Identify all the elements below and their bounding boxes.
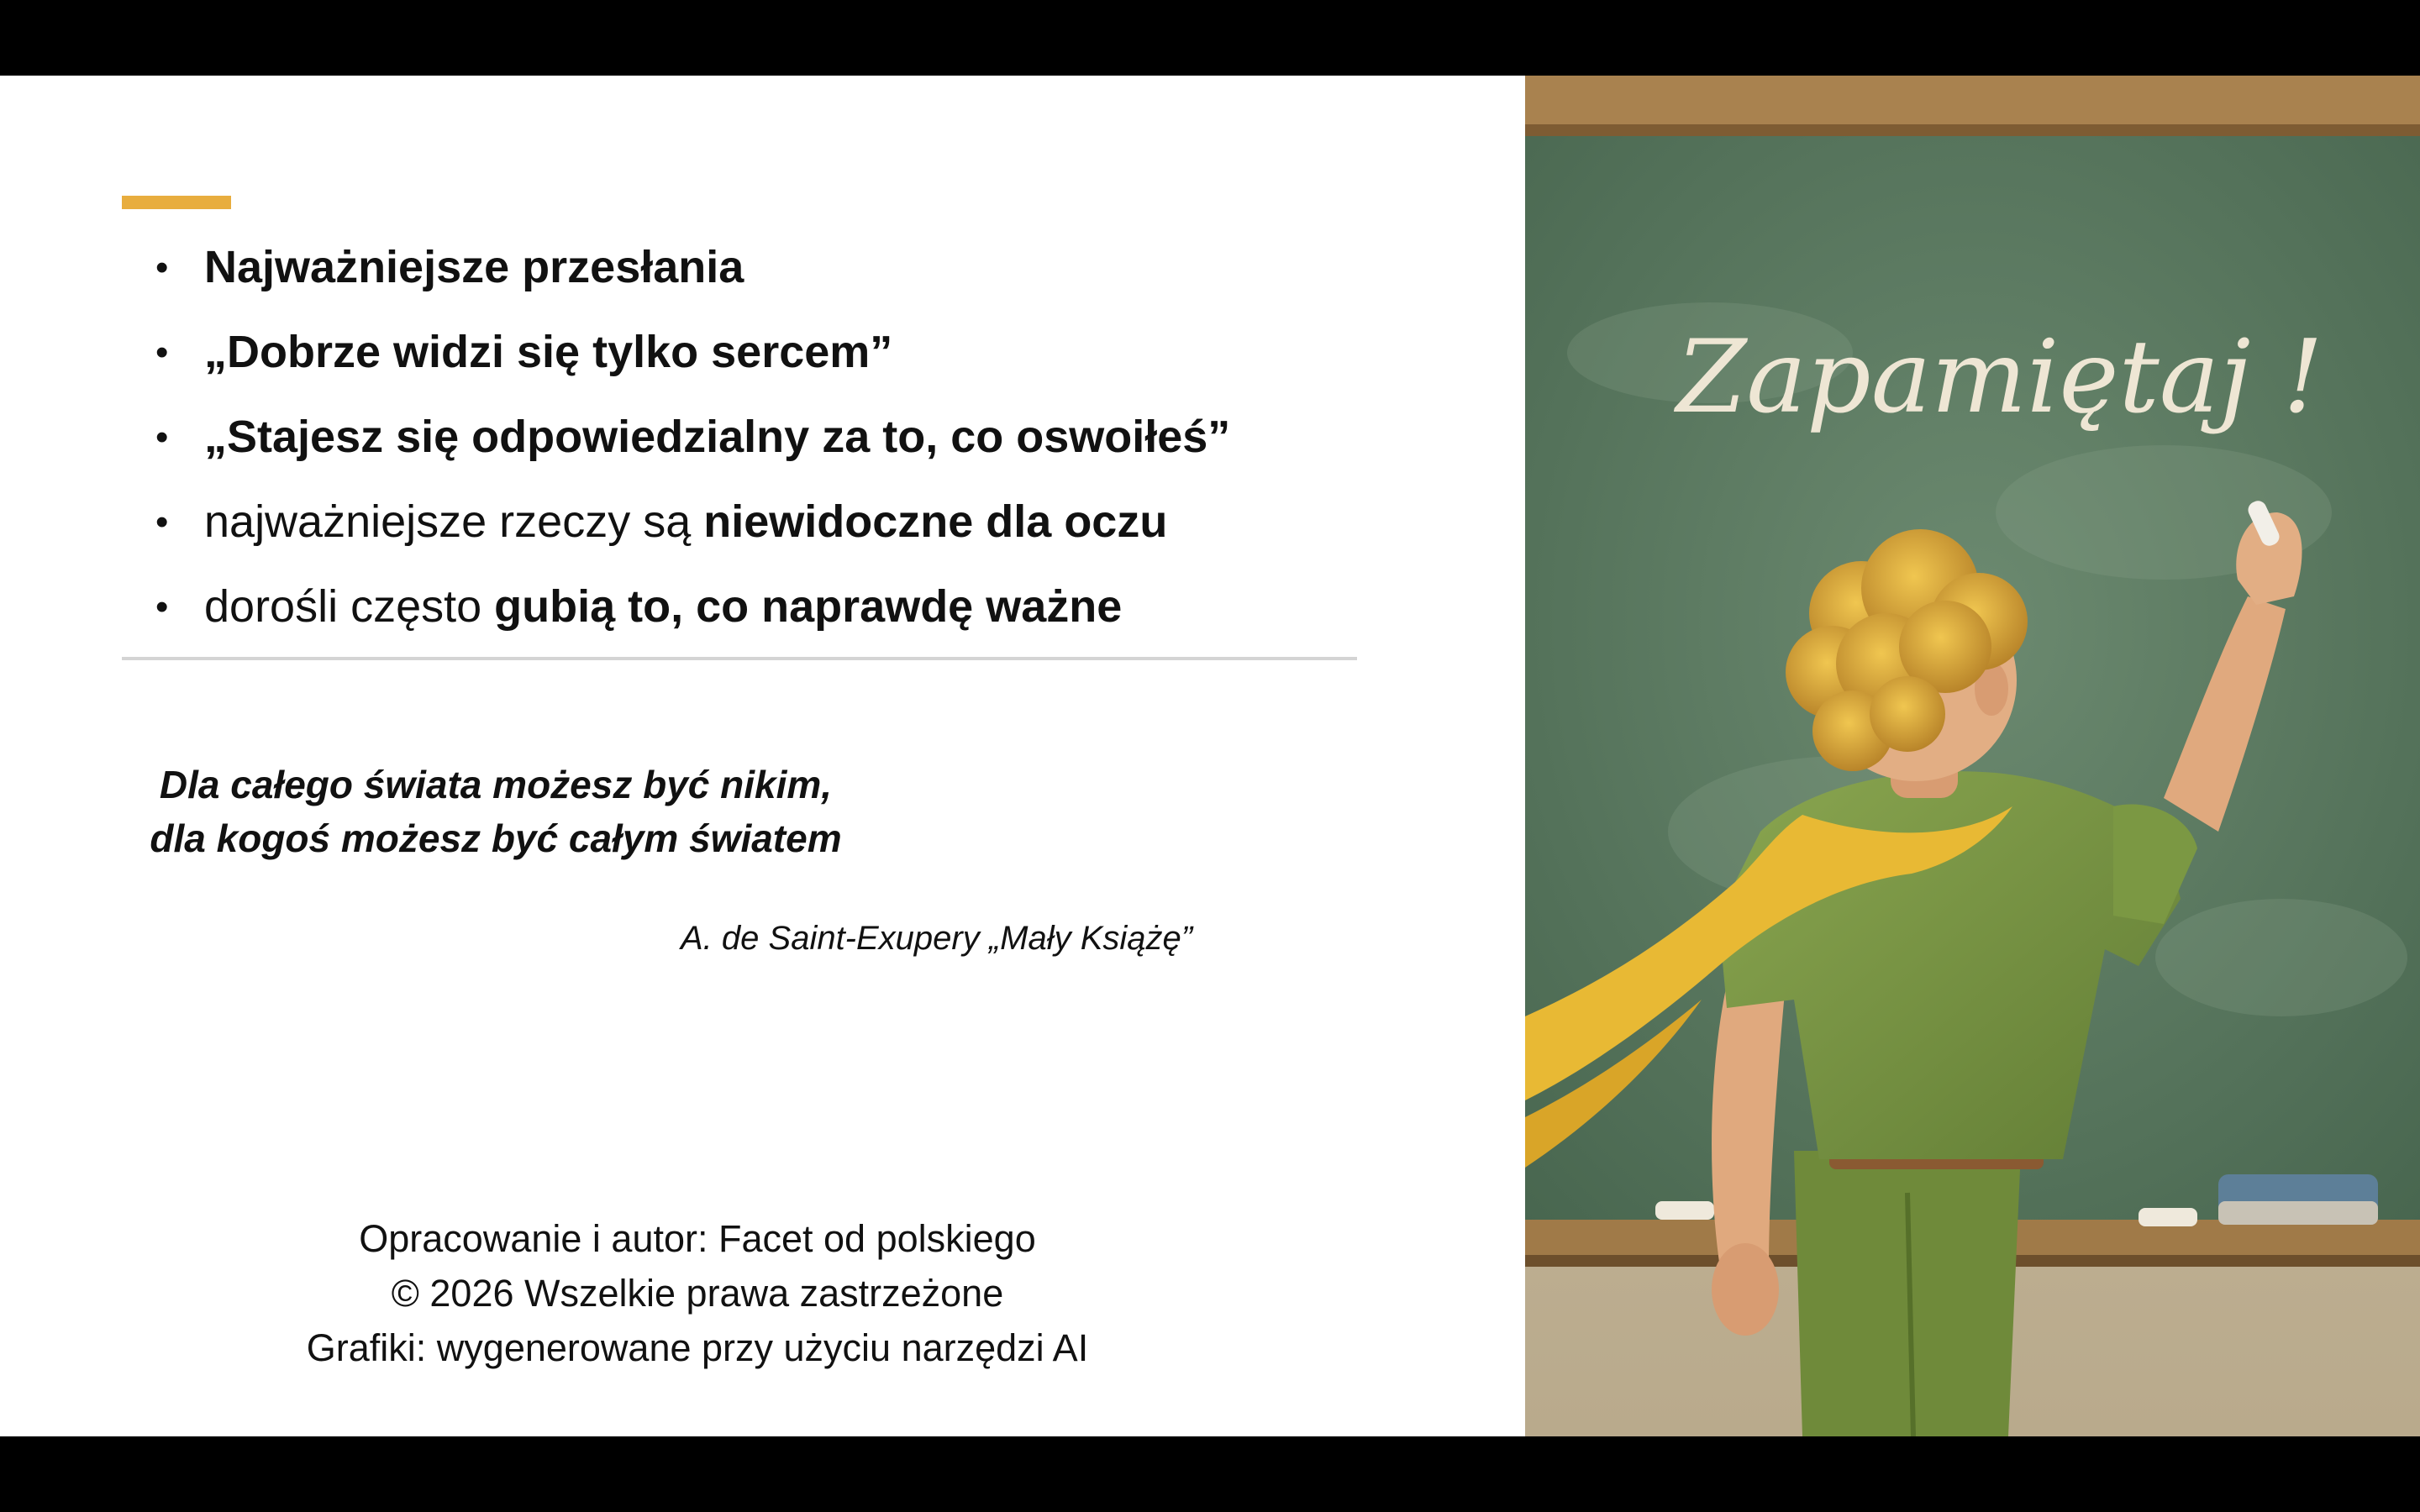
credits-author: Opracowanie i autor: Facet od polskiego	[359, 1217, 1036, 1260]
bullet-bold-text: „Stajesz się odpowiedzialny za to, co oswoiłeś”	[204, 412, 1231, 462]
bullet-item	[155, 564, 1230, 649]
accent-bar	[122, 196, 231, 209]
credits-copyright: © 2026 Wszelkie prawa zastrzeżone	[391, 1272, 1004, 1315]
bullet-dot: •	[155, 247, 169, 288]
bullet-dot: •	[155, 417, 169, 458]
quote	[126, 758, 865, 865]
eraser-felt	[2218, 1201, 2378, 1225]
quote-line-1: Dla całego świata możesz być nikim,	[159, 763, 833, 806]
bullet-dot: •	[155, 586, 169, 627]
bullet-item	[155, 310, 1230, 395]
divider	[122, 657, 1357, 660]
bullet-dot: •	[155, 332, 169, 373]
chalk-piece	[2139, 1208, 2197, 1226]
credits-graphics-note: Grafiki: wygenerowane przy użyciu narzędzi AI	[306, 1326, 1089, 1369]
bullet-item	[155, 225, 1230, 310]
bullet-plain-text: dorośli często	[204, 581, 495, 632]
slide	[0, 76, 2420, 1436]
bullet-bold-text: niewidoczne dla oczu	[703, 496, 1168, 547]
bullet-dot: •	[155, 501, 169, 543]
lowered-hand	[1712, 1243, 1779, 1336]
board-frame-top-edge	[1525, 124, 2420, 136]
credits	[193, 1211, 1202, 1375]
bullet-item	[155, 480, 1230, 564]
bullet-plain-text: najważniejsze rzeczy są	[204, 496, 704, 547]
chalk-piece	[1655, 1201, 1714, 1220]
bullet-list	[155, 225, 1230, 649]
quote-attribution: A. de Saint-Exupery „Mały Książę”	[681, 920, 1193, 957]
chalk-writing: Zapamiętaj !	[1676, 319, 2323, 436]
bullet-item	[155, 395, 1230, 480]
bullet-bold-text: gubią to, co naprawdę ważne	[494, 581, 1123, 632]
bullet-bold-text: „Dobrze widzi się tylko sercem”	[204, 327, 893, 377]
illustration-boy-at-chalkboard	[1525, 76, 2420, 1436]
quote-line-2: dla kogoś możesz być całym światem	[150, 816, 842, 860]
bullet-bold-text: Najważniejsze przesłania	[204, 242, 744, 292]
